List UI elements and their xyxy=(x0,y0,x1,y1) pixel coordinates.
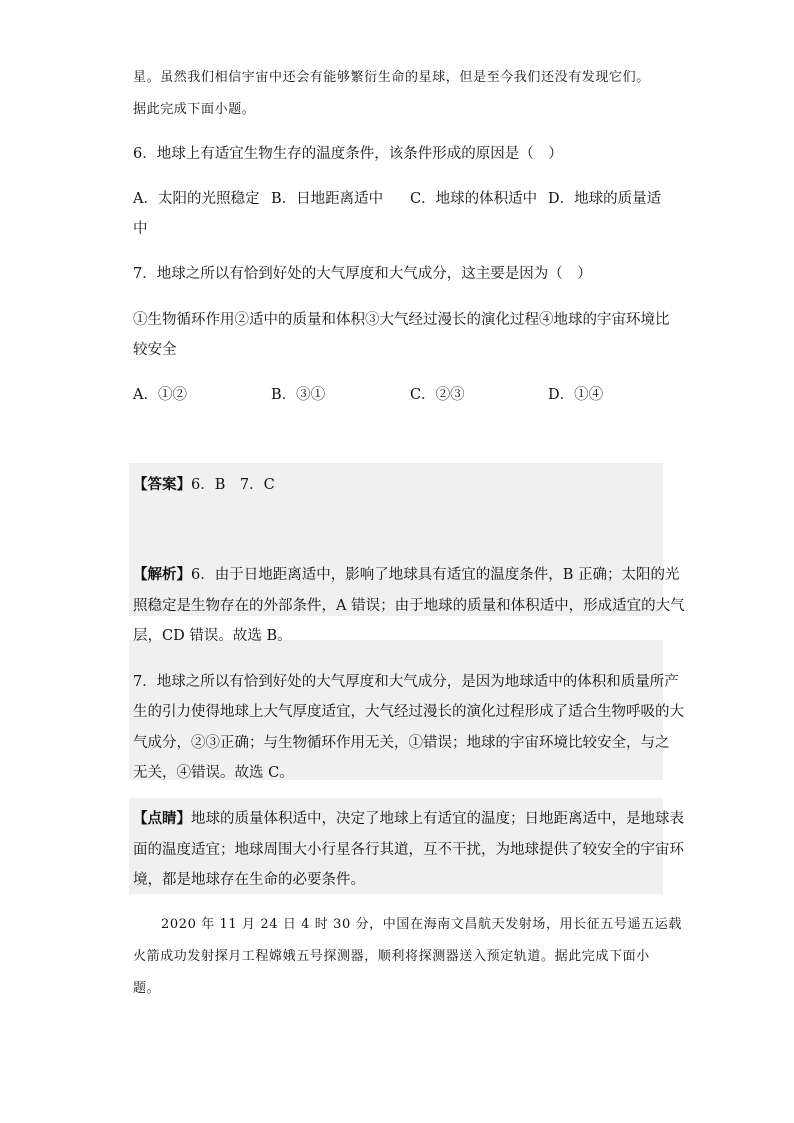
intro-line-1: 星。虽然我们相信宇宙中还会有能够繁衍生命的星球，但是至今我们还没有发现它们。 xyxy=(133,70,650,85)
q6-option-d: D．地球的质量适 xyxy=(548,191,662,207)
answer-line xyxy=(133,473,275,494)
tip-text-1: 地球的质量体积适中，决定了地球上有适宜的温度；日地距离适中，是地球表 xyxy=(191,811,684,827)
q6-option-b: B．日地距离适中 xyxy=(271,191,384,207)
next-intro-line-1: 2020 年 11 月 24 日 4 时 30 分，中国在海南文昌航天发射场，用长征五号遥五运载 xyxy=(161,917,682,932)
analysis-q7-line-3: 气成分，②③正确；与生物循环作用无关，①错误；地球的宇宙环境比较安全，与之 xyxy=(133,735,670,751)
analysis-q7-line-1: 7．地球之所以有恰到好处的大气厚度和大气成分，是因为地球适中的体积和质量所产 xyxy=(133,674,679,690)
q7-option-b: B．③① xyxy=(271,387,326,403)
q7-items-line-2: 较安全 xyxy=(133,342,177,358)
next-intro-line-2: 火箭成功发射探月工程嫦娥五号探测器，顺利将探测器送入预定轨道。据此完成下面小 xyxy=(133,949,650,964)
q7-option-c: C．②③ xyxy=(410,387,465,403)
q7-option-d: D．①④ xyxy=(548,387,604,403)
tip-line-3: 境，都是地球存在生命的必要条件。 xyxy=(133,872,365,888)
q6-option-d-wrap: 中 xyxy=(133,221,148,237)
analysis-q7-line-2: 生的引力使得地球上大气厚度适宜，大气经过漫长的演化过程形成了适合生物呼吸的大 xyxy=(133,704,684,720)
intro-line-2: 据此完成下面小题。 xyxy=(133,102,256,117)
analysis-label: 【解析】 xyxy=(133,566,191,583)
answer-text: 6．B 7．C xyxy=(191,477,275,493)
analysis-line-1 xyxy=(133,563,680,584)
q6-option-c: C．地球的体积适中 xyxy=(410,191,538,207)
analysis-q7-line-4: 无关，④错误。故选 C。 xyxy=(133,765,294,781)
answer-label: 【答案】 xyxy=(133,476,191,493)
next-intro-line-3: 题。 xyxy=(133,981,161,996)
tip-line-2: 面的温度适宜；地球周围大小行星各行其道，互不干扰，为地球提供了较安全的宇宙环 xyxy=(133,842,684,858)
question-7-stem: 7．地球之所以有恰到好处的大气厚度和大气成分，这主要是因为（ ） xyxy=(133,266,592,282)
analysis-line-2: 照稳定是生物存在的外部条件，A 错误；由于地球的质量和体积适中，形成适宜的大气 xyxy=(133,598,685,614)
tip-label: 【点睛】 xyxy=(133,810,191,827)
q7-items-line-1: ①生物循环作用②适中的质量和体积③大气经过漫长的演化过程④地球的宇宙环境比 xyxy=(133,312,670,328)
question-6-stem: 6．地球上有适宜生物生存的温度条件，该条件形成的原因是（ ） xyxy=(133,146,563,162)
analysis-line-3: 层，CD 错误。故选 B。 xyxy=(133,628,292,644)
analysis-text-1: 6．由于日地距离适中，影响了地球具有适宜的温度条件，B 正确；太阳的光 xyxy=(191,567,680,583)
q6-option-a: A．太阳的光照稳定 xyxy=(133,191,260,207)
q7-option-a: A．①② xyxy=(133,387,187,403)
tip-line-1 xyxy=(133,807,684,828)
